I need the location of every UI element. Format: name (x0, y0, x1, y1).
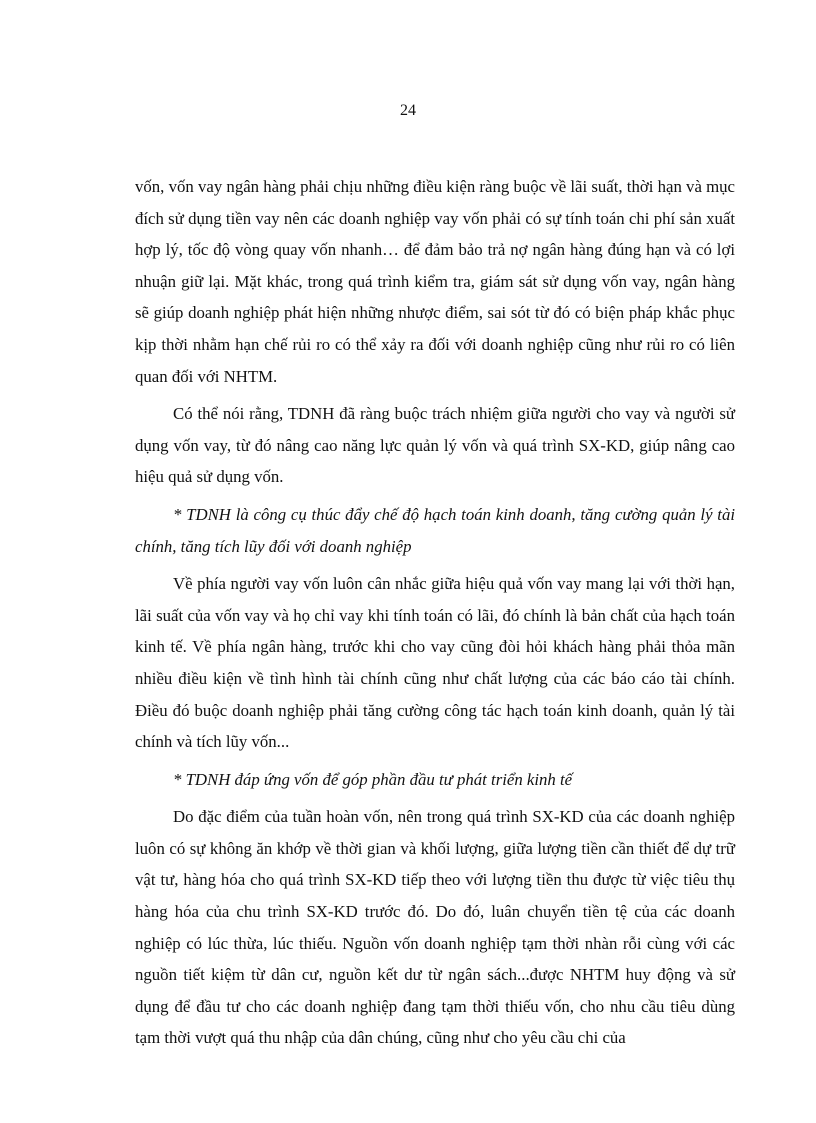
paragraph: Về phía người vay vốn luôn cân nhắc giữa hiệu quả vốn vay mang lại với thời hạn, lãi suất của vốn vay và họ chỉ vay khi tính toán có lãi, đó chính là bản chất của hạch toán kinh tế. Về phía ngân hàng, trước khi cho vay cũng đòi hỏi khách hàng phải thỏa mãn nhiều điều kiện về tình hình tài chính cũng như chất lượng của các báo cáo tài chính. Điều đó buộc doanh nghiệp phải tăng cường công tác hạch toán kinh doanh, quản lý tài chính và tích lũy vốn... (135, 574, 735, 752)
paragraph: Do đặc điểm của tuần hoàn vốn, nên trong quá trình SX-KD của các doanh nghiệp luôn có sự không ăn khớp về thời gian và khối lượng, giữa lượng tiền cần thiết để dự trữ vật tư, hàng hóa cho quá trình SX-KD tiếp theo với lượng tiền thu được từ việc tiêu thụ hàng hóa của chu trình SX-KD trước đó. Do đó, luân chuyển tiền tệ của các doanh nghiệp có lúc thừa, lúc thiếu. Nguồn vốn doanh nghiệp tạm thời nhàn rỗi cùng với các nguồn tiết kiệm từ dân cư, nguồn kết dư từ ngân sách...được NHTM huy động và sử dụng để đầu tư cho các doanh nghiệp đang tạm thời thiếu vốn, cho nhu cầu tiêu dùng tạm thời vượt quá thu nhập của dân chúng, cũng như cho yêu cầu chi của (135, 807, 735, 1048)
paragraph-continued: vốn, vốn vay ngân hàng phải chịu những điều kiện ràng buộc về lãi suất, thời hạn và mục đích sử dụng tiền vay nên các doanh nghiệp vay vốn phải có sự tính toán chi phí sản xuất hợp lý, tốc độ vòng quay vốn nhanh… để đảm bảo trả nợ ngân hàng đúng hạn và có lợi nhuận giữ lại. Mặt khác, trong quá trình kiểm tra, giám sát sử dụng vốn vay, ngân hàng sẽ giúp doanh nghiệp phát hiện những nhược điểm, sai sót từ đó có biện pháp khắc phục kịp thời nhằm hạn chế rủi ro có thể xảy ra đối với doanh nghiệp cũng như rủi ro có liên quan đối với NHTM. (135, 177, 735, 386)
section-heading-italic: * TDNH là công cụ thúc đẩy chế độ hạch toán kinh doanh, tăng cường quản lý tài chính, tăng tích lũy đối với doanh nghiệp (135, 504, 735, 556)
paragraph: Có thể nói rằng, TDNH đã ràng buộc trách nhiệm giữa người cho vay và người sử dụng vốn vay, từ đó nâng cao năng lực quản lý vốn và quá trình SX-KD, giúp nâng cao hiệu quả sử dụng vốn. (135, 404, 735, 487)
document-body (135, 171, 735, 1060)
page-number: 24 (400, 102, 416, 119)
section-heading-italic: * TDNH đáp ứng vốn để góp phần đầu tư phát triển kinh tế (173, 769, 573, 789)
